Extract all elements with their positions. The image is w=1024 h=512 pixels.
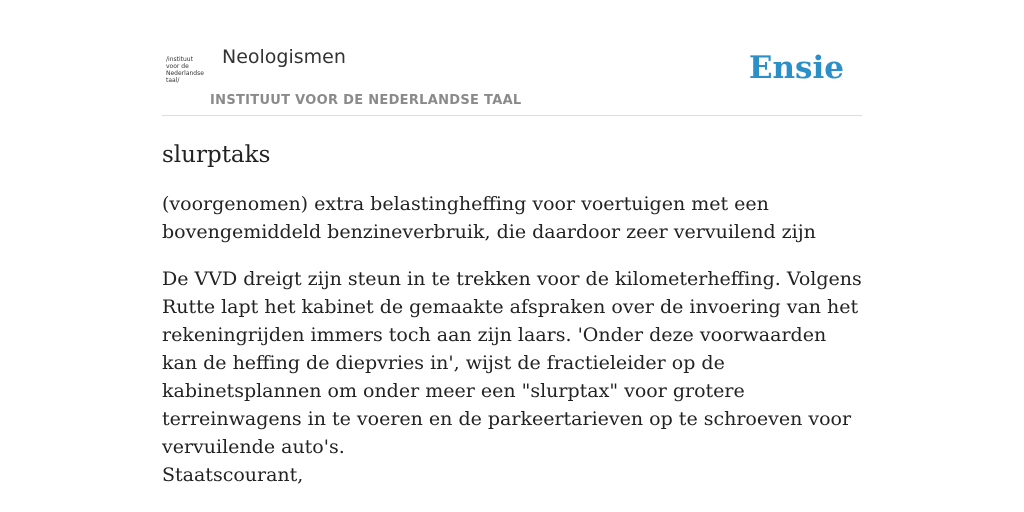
entry-page xyxy=(162,0,862,489)
institute-subtitle: INSTITUUT VOOR DE NEDERLANDSE TAAL xyxy=(210,93,522,108)
site-name[interactable]: Neologismen xyxy=(222,46,346,68)
example-text: De VVD dreigt zijn steun in te trekken voor de kilometerheffing. Volgens Rutte lapt het kabinet de gemaakte afspraken over de invoering van het rekeningrijden immers toch aan zijn laars. 'Onder deze voorwaarden kan de heffing de diepvries in', wijst de fractieleider op de kabinetsplannen om onder meer een "slurptax" voor grotere terreinwagens in te voeren en de parkeertarieven op te schroeven voor vervuilende auto's. xyxy=(162,268,862,458)
institute-logo[interactable]: /instituut voor de Nederlandse taal/ xyxy=(166,56,204,84)
entry-example xyxy=(162,265,862,489)
entry-term: slurptaks xyxy=(162,142,271,168)
ensie-logo-link[interactable]: Ensie xyxy=(748,50,844,86)
entry-definition: (voorgenomen) extra belastingheffing voor voertuigen met een bovengemiddeld benzineverbruik, die daardoor zeer vervuilend zijn xyxy=(162,193,816,243)
example-source: Staatscourant, xyxy=(162,464,304,486)
header xyxy=(162,44,862,116)
